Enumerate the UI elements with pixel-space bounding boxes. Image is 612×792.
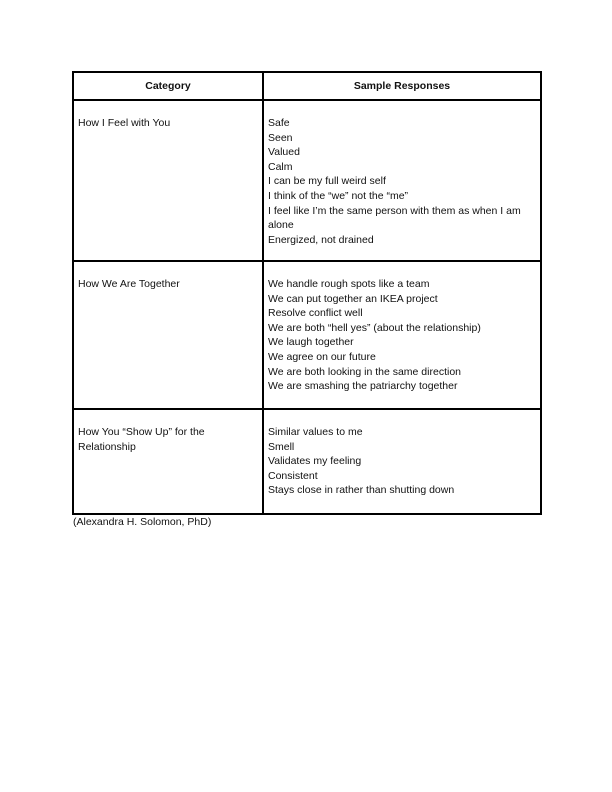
response-item: I feel like I’m the same person with them as when I am alone [268,204,521,232]
response-item: Validates my feeling [268,455,362,468]
response-item: We laugh together [268,336,354,349]
response-item: Calm [268,160,293,173]
response-item: We agree on our future [268,350,376,363]
header-sample-responses: Sample Responses [353,80,451,92]
header-category: Category [74,73,264,99]
response-item: We can put together an IKEA project [268,292,438,305]
response-item: Safe [268,117,290,129]
response-item: We are smashing the patriarchy together [268,380,458,393]
response-item: We handle rough spots like a team [268,278,430,290]
responses-cell [264,101,540,260]
response-item: Smell [268,440,295,453]
responses-table [72,71,542,515]
response-item: Valued [268,146,300,159]
table-header-row [74,73,540,99]
table-row [74,99,540,260]
response-item: I think of the “we” not the “me” [268,189,409,202]
response-item: I can be my full weird self [268,175,386,188]
response-item: We are both “hell yes” (about the relationship) [268,321,481,334]
response-item: Similar values to me [268,426,363,438]
table-row [74,408,540,513]
response-item: We are both looking in the same direction [268,365,461,378]
response-item: Consistent [268,469,318,482]
citation: (Alexandra H. Solomon, PhD) [73,516,212,528]
table-row [74,260,540,408]
responses-cell [264,262,540,408]
category-cell: How We Are Together [74,262,264,408]
response-item: Energized, not drained [268,233,374,246]
response-item: Seen [268,131,293,144]
response-item: Stays close in rather than shutting down [268,484,455,497]
response-item: Resolve conflict well [268,307,363,320]
category-cell: How You “Show Up” for the Relationship [74,410,264,513]
category-cell: How I Feel with You [74,101,264,260]
responses-cell [264,410,540,513]
